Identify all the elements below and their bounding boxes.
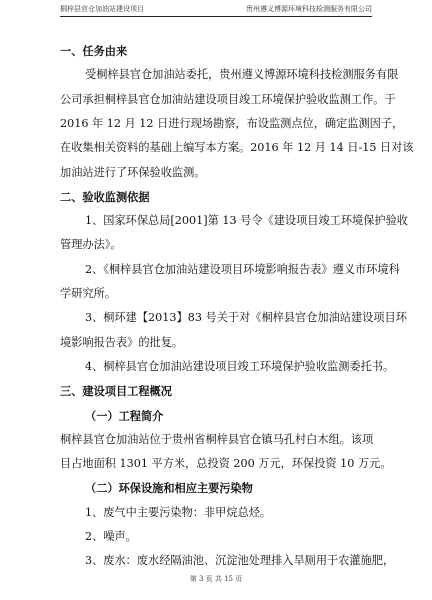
- section-3-heading: 三、建设项目工程概况: [60, 384, 172, 399]
- section-3-list-item: 2、噪声。: [85, 530, 137, 543]
- section-2-line: 2、《桐梓县官仓加油站建设项目环境影响报告表》遵义市环境科: [85, 262, 400, 276]
- section-2-line: 学研究所。: [60, 287, 116, 300]
- section-2-line: 4、桐梓县官仓加油站建设项目竣工环境保护验收监测委托书。: [85, 359, 395, 373]
- section-3-list-item: 1、废气中主要污染物：非甲烷总烃。: [85, 505, 272, 519]
- section-3-subheading: （二）环保设施和相应主要污染物: [85, 481, 253, 496]
- section-1-heading: 一、任务由来: [60, 44, 128, 58]
- section-1-line: 加油站进行了环保验收监测。: [60, 165, 206, 179]
- section-2-line: 境影响报告表》的批复。: [60, 335, 184, 349]
- section-3-line: 目占地面积 1301 平方米，总投资 200 万元，环保投资 10 万元。: [60, 457, 392, 471]
- header-divider: [60, 16, 372, 17]
- section-1-line: 受桐梓县官仓加油站委托，贵州遵义博源环境科技检测服务有限: [85, 68, 399, 82]
- section-3-line: 桐梓县官仓加油站位于贵州省桐梓县官仓镇马孔村白木组。该项: [60, 432, 374, 446]
- section-1-line: 在收集相关资料的基础上编写本方案。2016 年 12 月 14 日-15 日对该: [60, 141, 414, 155]
- section-2-line: 1、国家环保总局[2001]第 13 号令《建设项目竣工环境保护验收: [85, 214, 408, 228]
- header-company-name: 贵州遵义博源环境科技检测服务有限公司: [246, 5, 372, 13]
- page-footer: 第 3 页 共 15 页: [189, 575, 243, 583]
- section-3-subheading: （一）工程简介: [85, 408, 164, 423]
- section-1-line: 2016 年 12 月 12 日进行现场勘察，布设监测点位，确定监测因子，: [60, 116, 404, 130]
- page-header: [0, 0, 432, 24]
- header-project-name: 桐梓县官仓加油站建设项目: [60, 5, 144, 13]
- section-2-heading: 二、验收监测依据: [60, 189, 150, 204]
- section-2-line: 管理办法》。: [60, 238, 122, 252]
- section-1-line: 公司承担桐梓县官仓加油站建设项目竣工环境保护验收监测工作。于: [60, 92, 396, 106]
- section-2-line: 3、桐环建【2013】83 号关于对《桐梓县官仓加油站建设项目环: [85, 311, 407, 325]
- section-3-list-item: 3、废水：废水经隔油池、沉淀池处理排入旱厕用于农灌施肥，: [85, 554, 395, 568]
